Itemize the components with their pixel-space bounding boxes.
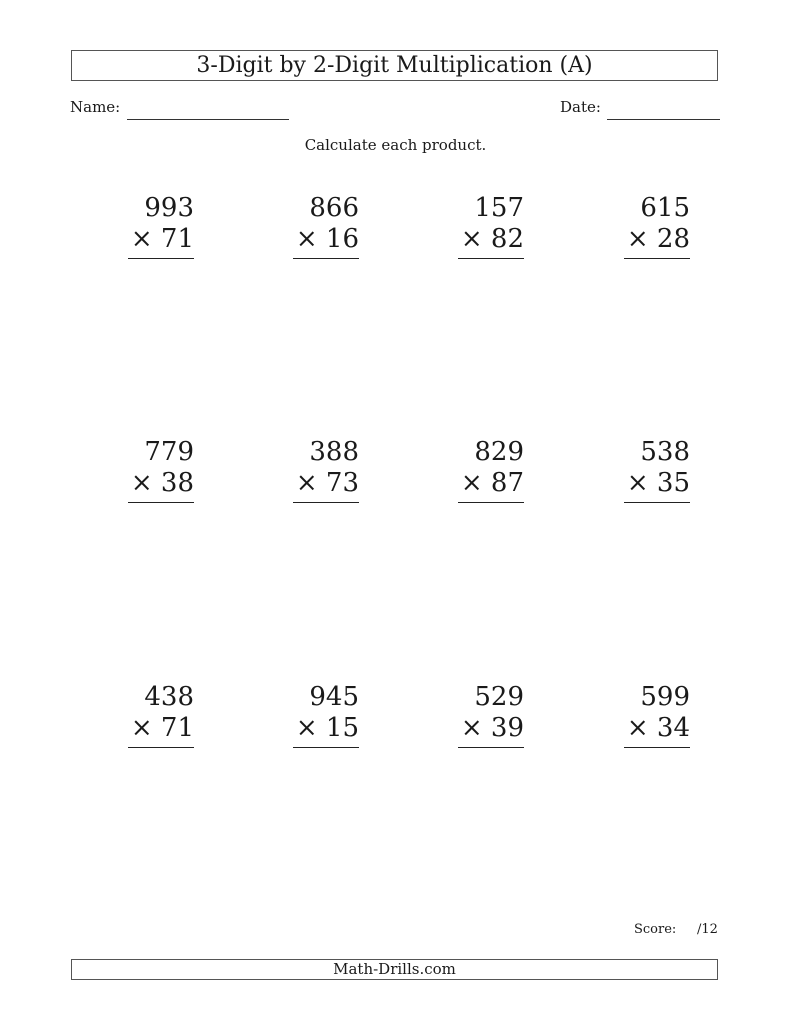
answer-line	[624, 258, 690, 259]
multiplier: 16	[325, 224, 359, 254]
score-label: Score:	[634, 922, 677, 937]
multiplier: 82	[490, 224, 524, 254]
multiplier-row	[624, 713, 690, 744]
answer-line	[458, 258, 524, 259]
multiplier-row	[128, 713, 194, 744]
problem-2	[293, 193, 359, 259]
multiplier-row	[624, 224, 690, 255]
multiplicand: 538	[640, 437, 690, 467]
footer-site: Math-Drills.com	[71, 959, 718, 980]
score-total: /12	[697, 922, 718, 937]
multiplier-row	[458, 224, 524, 255]
times-sign: ×	[460, 713, 483, 743]
times-sign: ×	[130, 468, 153, 498]
answer-line	[624, 747, 690, 748]
problem-3	[458, 193, 524, 259]
multiplier: 73	[325, 468, 359, 498]
multiplicand: 866	[309, 193, 359, 223]
times-sign: ×	[130, 224, 153, 254]
multiplicand: 438	[144, 682, 194, 712]
multiplicand: 779	[144, 437, 194, 467]
multiplier-row	[458, 713, 524, 744]
name-label: Name:	[70, 98, 121, 116]
times-sign: ×	[626, 224, 649, 254]
answer-line	[293, 502, 359, 503]
problem-5	[128, 437, 194, 503]
problem-11	[458, 682, 524, 748]
times-sign: ×	[460, 224, 483, 254]
times-sign: ×	[626, 713, 649, 743]
answer-line	[458, 747, 524, 748]
multiplier: 15	[325, 713, 359, 743]
multiplier: 38	[160, 468, 194, 498]
times-sign: ×	[295, 468, 318, 498]
times-sign: ×	[460, 468, 483, 498]
multiplier-row	[458, 468, 524, 499]
multiplicand: 945	[309, 682, 359, 712]
worksheet-title: 3-Digit by 2-Digit Multiplication (A)	[71, 50, 718, 81]
multiplier-row	[293, 224, 359, 255]
multiplier: 28	[656, 224, 690, 254]
times-sign: ×	[295, 713, 318, 743]
multiplicand: 599	[640, 682, 690, 712]
multiplicand: 157	[474, 193, 524, 223]
times-sign: ×	[130, 713, 153, 743]
multiplicand: 615	[640, 193, 690, 223]
answer-line	[293, 747, 359, 748]
problem-10	[293, 682, 359, 748]
multiplier-row	[293, 468, 359, 499]
problem-8	[624, 437, 690, 503]
answer-line	[293, 258, 359, 259]
multiplicand: 529	[474, 682, 524, 712]
multiplier: 71	[160, 224, 194, 254]
answer-line	[128, 258, 194, 259]
multiplicand: 829	[474, 437, 524, 467]
multiplier-row	[128, 468, 194, 499]
problem-6	[293, 437, 359, 503]
answer-line	[458, 502, 524, 503]
problem-4	[624, 193, 690, 259]
multiplicand: 388	[309, 437, 359, 467]
multiplier-row	[293, 713, 359, 744]
multiplicand: 993	[144, 193, 194, 223]
multiplier-row	[128, 224, 194, 255]
problem-1	[128, 193, 194, 259]
multiplier: 35	[656, 468, 690, 498]
instructions: Calculate each product.	[304, 136, 487, 154]
problem-9	[128, 682, 194, 748]
answer-line	[624, 502, 690, 503]
answer-line	[128, 502, 194, 503]
multiplier: 71	[160, 713, 194, 743]
multiplier: 87	[490, 468, 524, 498]
multiplier-row	[624, 468, 690, 499]
multiplier: 34	[656, 713, 690, 743]
problem-7	[458, 437, 524, 503]
times-sign: ×	[626, 468, 649, 498]
times-sign: ×	[295, 224, 318, 254]
problem-12	[624, 682, 690, 748]
answer-line	[128, 747, 194, 748]
date-label: Date:	[560, 98, 601, 116]
multiplier: 39	[490, 713, 524, 743]
